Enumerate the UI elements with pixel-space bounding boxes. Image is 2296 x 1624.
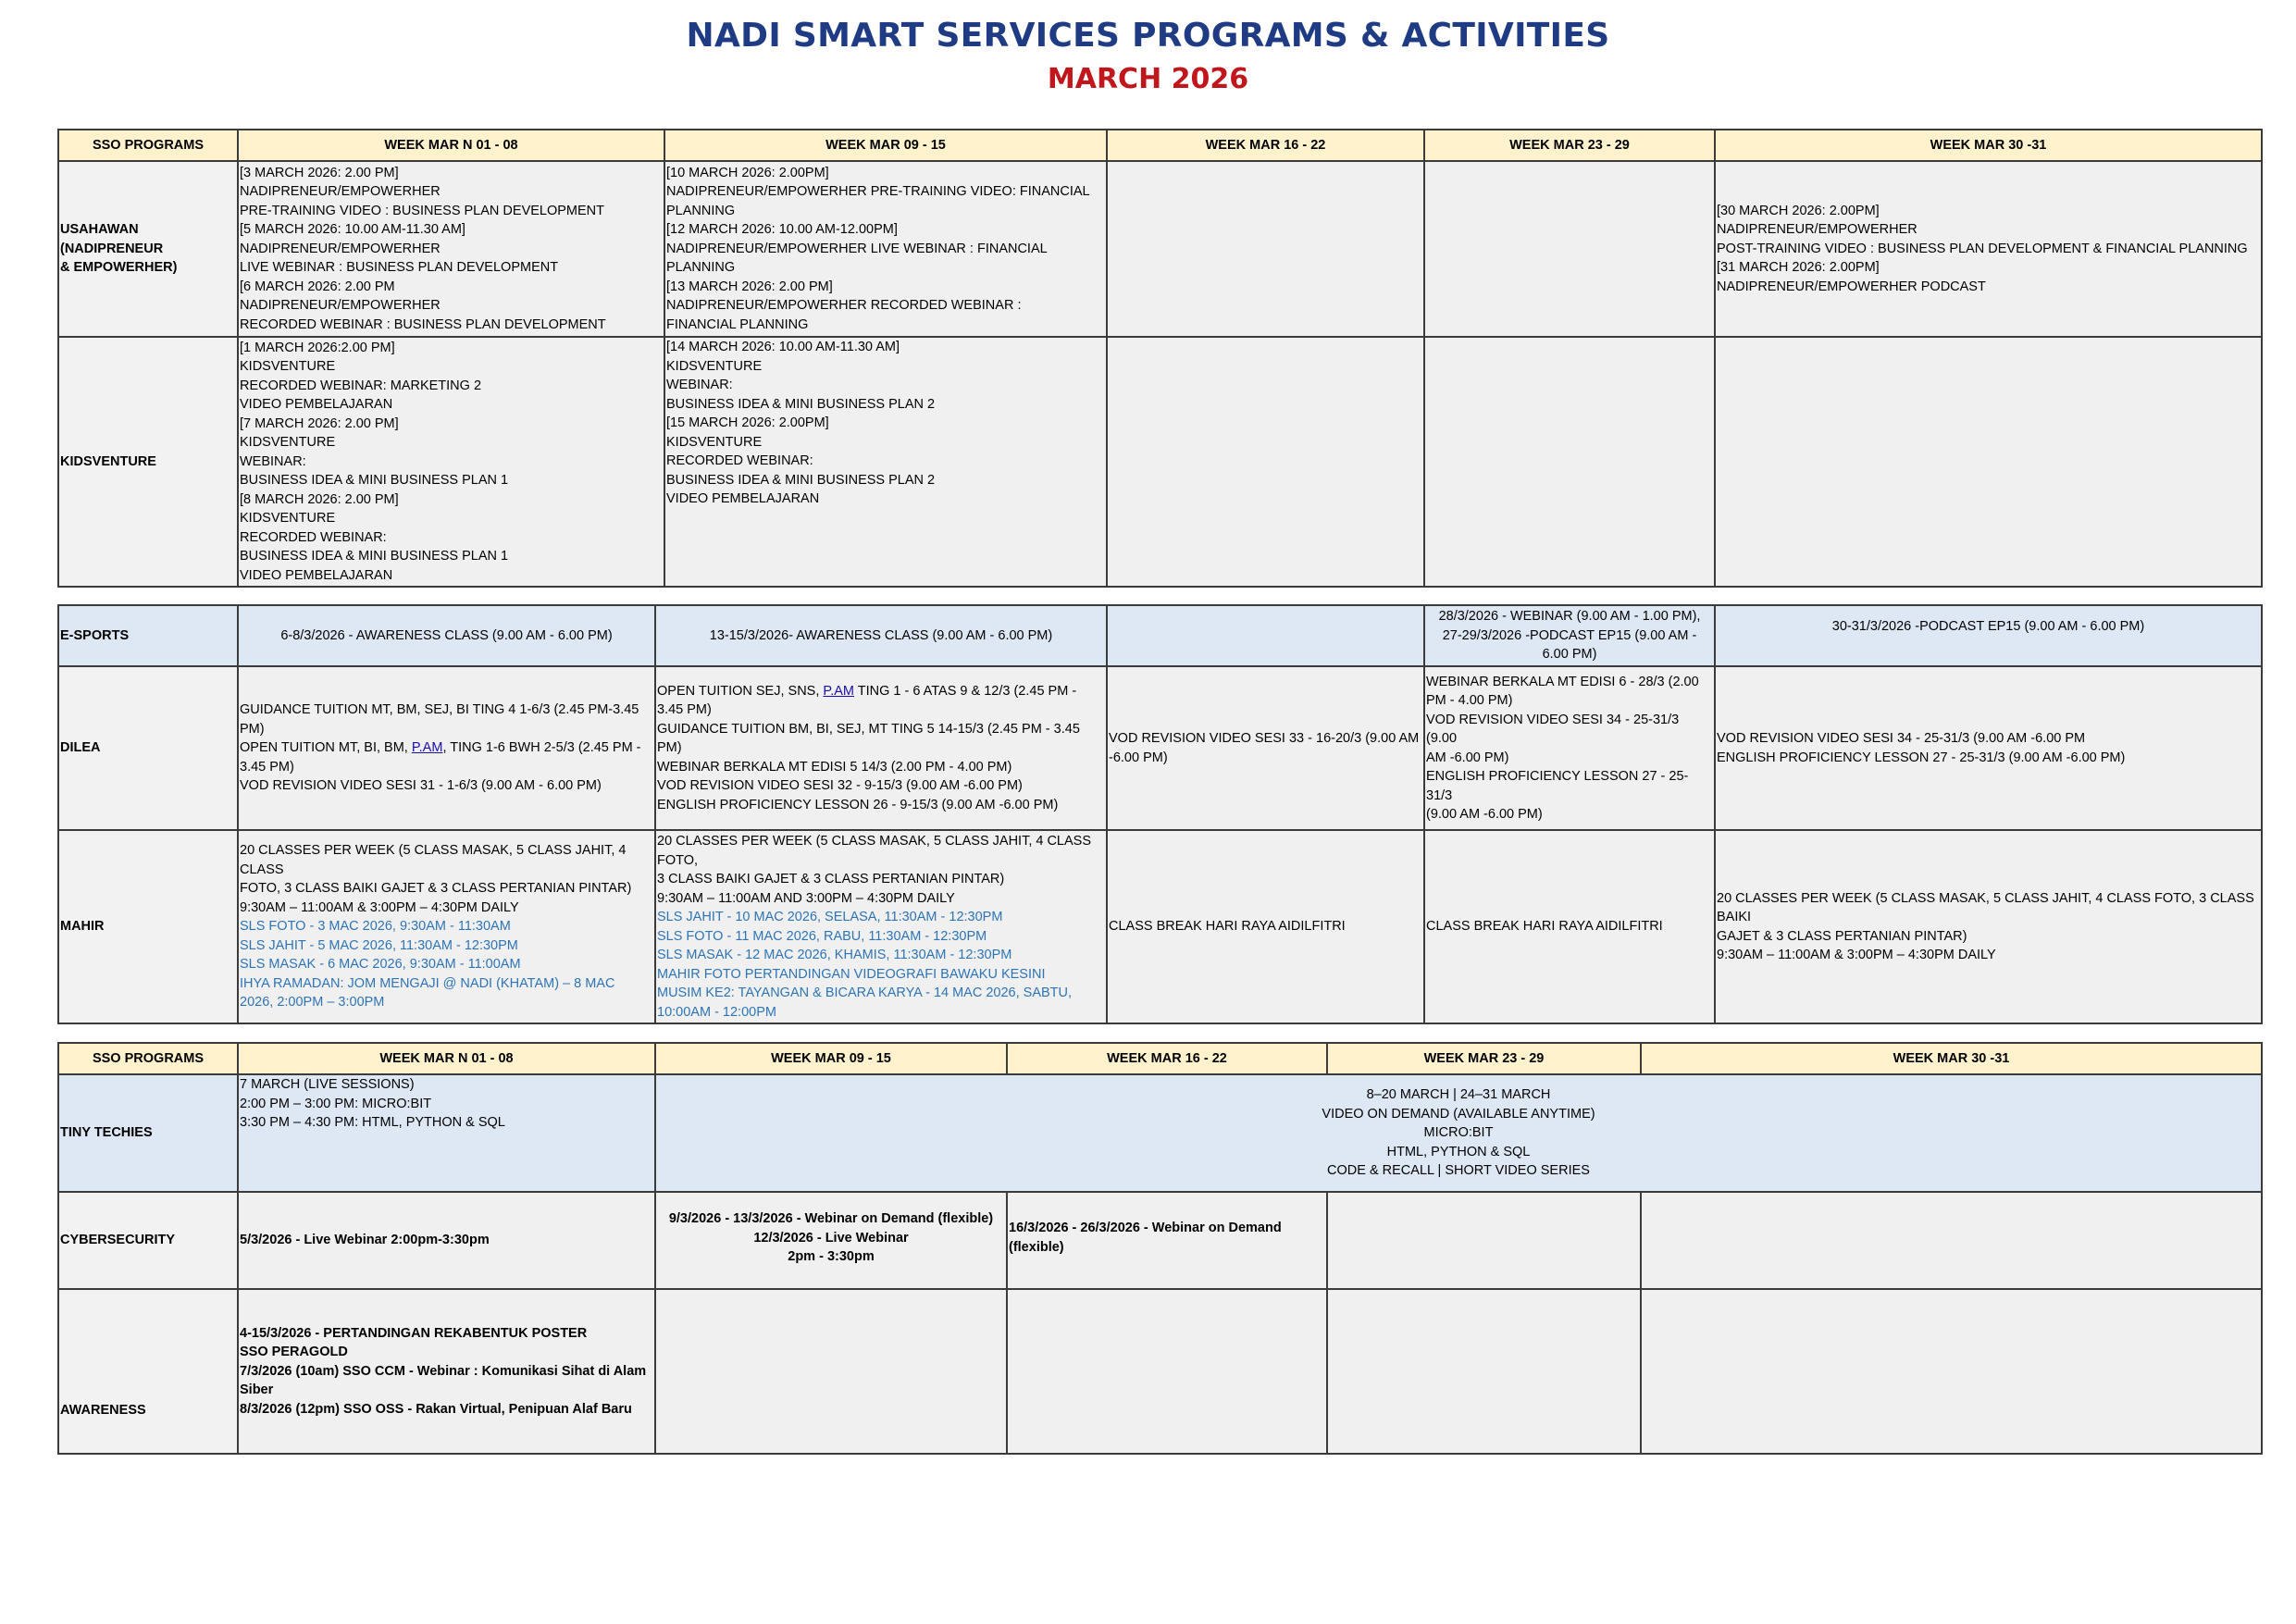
cell-kidsventure-week-1: [1 MARCH 2026:2.00 PM] KIDSVENTURE RECORDED WEBINAR: MARKETING 2 VIDEO PEMBELAJARAN [7 MARCH 2026: 2.00 PM] KIDSVENTURE WEBINAR: BUSINESS IDEA & MINI BUSINESS PLAN 1 [8 MARCH 2026: 2.00 PM] KIDSVENTURE RECORDED WEBINAR: BUSINESS IDEA & MINI BUSINESS PLAN 1 VIDEO PEMBELAJARAN [238,337,664,587]
header-week-5: WEEK MAR 30 -31 [1715,130,2262,161]
cell-mahir-week-3: CLASS BREAK HARI RAYA AIDILFITRI [1107,830,1424,1023]
cell-awareness-week-1: 4-15/3/2026 - PERTANDINGAN REKABENTUK POSTER SSO PERAGOLD 7/3/2026 (10am) SSO CCM - Webinar : Komunikasi Sihat di Alam Siber 8/3/2026 (12pm) SSO OSS - Rakan Virtual, Penipuan Alaf Baru [238,1289,655,1454]
cell-dilea-week-1: GUIDANCE TUITION MT, BM, SEJ, BI TING 4 1-6/3 (2.45 PM-3.45 PM) OPEN TUITION MT, BI, BM, P.AM, TING 1-6 BWH 2-5/3 (2.45 PM - 3.45 PM) VOD REVISION VIDEO SESI 31 - 1-6/3 (9.00 AM - 6.00 PM) [238,666,655,830]
row-awareness [58,1289,2262,1454]
header-week-1: WEEK MAR N 01 - 08 [238,130,664,161]
cell-tiny-techies-week-1: 7 MARCH (LIVE SESSIONS) 2:00 PM – 3:00 PM: MICRO:BIT 3:30 PM – 4:30 PM: HTML, PYTHON & SQL [238,1074,655,1192]
program-label-usahawan: USAHAWAN (NADIPRENEUR & EMPOWERHER) [58,161,238,337]
row-dilea [58,666,2262,830]
cell-dilea-week-2: OPEN TUITION SEJ, SNS, P.AM TING 1 - 6 ATAS 9 & 12/3 (2.45 PM - 3.45 PM) GUIDANCE TUITION BM, BI, SEJ, MT TING 5 14-15/3 (2.45 PM - 3.45 PM) WEBINAR BERKALA MT EDISI 5 14/3 (2.00 PM - 4.00 PM) VOD REVISION VIDEO SESI 32 - 9-15/3 (9.00 AM -6.00 PM) ENGLISH PROFICIENCY LESSON 26 - 9-15/3 (9.00 AM -6.00 PM) [655,666,1107,830]
cell-awareness-week-3 [1007,1289,1327,1454]
header-week-3: WEEK MAR 16 - 22 [1007,1043,1327,1074]
cell-usahawan-week-3 [1107,161,1424,337]
cell-mahir-week-5: 20 CLASSES PER WEEK (5 CLASS MASAK, 5 CLASS JAHIT, 4 CLASS FOTO, 3 CLASS BAIKI GAJET & 3 CLASS PERTANIAN PINTAR) 9:30AM – 11:00AM & 3:00PM – 4:30PM DAILY [1715,830,2262,1023]
header-week-5: WEEK MAR 30 -31 [1641,1043,2262,1074]
cell-cyber-week-4 [1327,1192,1641,1289]
pam-link[interactable]: P.AM [411,740,443,756]
header-programs: SSO PROGRAMS [58,1043,238,1074]
cell-dilea-week-3: VOD REVISION VIDEO SESI 33 - 16-20/3 (9.00 AM -6.00 PM) [1107,666,1424,830]
cell-awareness-week-5 [1641,1289,2262,1454]
cell-mahir-week-1: 20 CLASSES PER WEEK (5 CLASS MASAK, 5 CLASS JAHIT, 4 CLASS FOTO, 3 CLASS BAIKI GAJET & 3 CLASS PERTANIAN PINTAR) 9:30AM – 11:00AM & 3:00PM – 4:30PM DAILY SLS FOTO - 3 MAC 2026, 9:30AM - 11:30AM SLS JAHIT - 5 MAC 2026, 11:30AM - 12:30PM SLS MASAK - 6 MAC 2026, 9:30AM - 11:00AM IHYA RAMADAN: JOM MENGAJI @ NADI (KHATAM) – 8 MAC 2026, 2:00PM – 3:00PM [238,830,655,1023]
cell-mahir-week-4: CLASS BREAK HARI RAYA AIDILFITRI [1424,830,1715,1023]
page-title: NADI SMART SERVICES PROGRAMS & ACTIVITIES [686,17,1610,55]
cell-cyber-week-1: 5/3/2026 - Live Webinar 2:00pm-3:30pm [238,1192,655,1289]
row-cybersecurity [58,1192,2262,1289]
header-week-3: WEEK MAR 16 - 22 [1107,130,1424,161]
cell-dilea-week-4: WEBINAR BERKALA MT EDISI 6 - 28/3 (2.00 PM - 4.00 PM) VOD REVISION VIDEO SESI 34 - 25-31/3 (9.00 AM -6.00 PM) ENGLISH PROFICIENCY LESSON 27 - 25-31/3 (9.00 AM -6.00 PM) [1424,666,1715,830]
page-subtitle: MARCH 2026 [1047,63,1249,95]
header-programs: SSO PROGRAMS [58,130,238,161]
row-usahawan [58,161,2262,337]
row-kidsventure [58,337,2262,587]
cell-usahawan-week-2: [10 MARCH 2026: 2.00PM] NADIPRENEUR/EMPOWERHER PRE-TRAINING VIDEO: FINANCIAL PLANNING [12 MARCH 2026: 10.00 AM-12.00PM] NADIPRENEUR/EMPOWERHER LIVE WEBINAR : FINANCIAL PLANNING [13 MARCH 2026: 2.00 PM] NADIPRENEUR/EMPOWERHER RECORDED WEBINAR : FINANCIAL PLANNING [664,161,1107,337]
cell-kidsventure-week-2: [14 MARCH 2026: 10.00 AM-11.30 AM] KIDSVENTURE WEBINAR: BUSINESS IDEA & MINI BUSINESS PLAN 2 [15 MARCH 2026: 2.00PM] KIDSVENTURE RECORDED WEBINAR: BUSINESS IDEA & MINI BUSINESS PLAN 2 VIDEO PEMBELAJARAN [664,337,1107,587]
program-label-dilea: DILEA [58,666,238,830]
row-tiny-techies [58,1074,2262,1192]
cell-cyber-week-3: 16/3/2026 - 26/3/2026 - Webinar on Demand (flexible) [1007,1192,1327,1289]
header-week-2: WEEK MAR 09 - 15 [664,130,1107,161]
schedule-table-2 [57,604,2263,1024]
cell-usahawan-week-1: [3 MARCH 2026: 2.00 PM] NADIPRENEUR/EMPOWERHER PRE-TRAINING VIDEO : BUSINESS PLAN DEVELOPMENT [5 MARCH 2026: 10.00 AM-11.30 AM] NADIPRENEUR/EMPOWERHER LIVE WEBINAR : BUSINESS PLAN DEVELOPMENT [6 MARCH 2026: 2.00 PM NADIPRENEUR/EMPOWERHER RECORDED WEBINAR : BUSINESS PLAN DEVELOPMENT [238,161,664,337]
row-esports [58,605,2262,666]
program-label-esports: E-SPORTS [58,605,238,666]
program-label-tiny-techies: TINY TECHIES [58,1074,238,1192]
cell-esports-week-3 [1107,605,1424,666]
schedule-table-1 [57,129,2263,588]
program-label-mahir: MAHIR [58,830,238,1023]
cell-kidsventure-week-4 [1424,337,1715,587]
schedule-table-3 [57,1042,2263,1455]
cell-esports-week-2: 13-15/3/2026- AWARENESS CLASS (9.00 AM - 6.00 PM) [655,605,1107,666]
cell-cyber-week-2: 9/3/2026 - 13/3/2026 - Webinar on Demand (flexible) 12/3/2026 - Live Webinar 2pm - 3:30pm [655,1192,1007,1289]
table-header-row [58,1043,2262,1074]
cell-usahawan-week-5: [30 MARCH 2026: 2.00PM] NADIPRENEUR/EMPOWERHER POST-TRAINING VIDEO : BUSINESS PLAN DEVELOPMENT & FINANCIAL PLANNING [31 MARCH 2026: 2.00PM] NADIPRENEUR/EMPOWERHER PODCAST [1715,161,2262,337]
header-week-2: WEEK MAR 09 - 15 [655,1043,1007,1074]
pam-link[interactable]: P.AM [823,683,854,699]
cell-dilea-week-5: VOD REVISION VIDEO SESI 34 - 25-31/3 (9.00 AM -6.00 PM ENGLISH PROFICIENCY LESSON 27 - 25-31/3 (9.00 AM -6.00 PM) [1715,666,2262,830]
cell-usahawan-week-4 [1424,161,1715,337]
row-mahir [58,830,2262,1023]
header-week-4: WEEK MAR 23 - 29 [1327,1043,1641,1074]
table-header-row [58,130,2262,161]
cell-esports-week-4: 28/3/2026 - WEBINAR (9.00 AM - 1.00 PM), 27-29/3/2026 -PODCAST EP15 (9.00 AM - 6.00 PM) [1424,605,1715,666]
program-label-kidsventure: KIDSVENTURE [58,337,238,587]
cell-esports-week-5: 30-31/3/2026 -PODCAST EP15 (9.00 AM - 6.00 PM) [1715,605,2262,666]
header-week-4: WEEK MAR 23 - 29 [1424,130,1715,161]
program-label-cybersecurity: CYBERSECURITY [58,1192,238,1289]
program-label-awareness: AWARENESS [58,1289,238,1454]
cell-awareness-week-4 [1327,1289,1641,1454]
cell-cyber-week-5 [1641,1192,2262,1289]
cell-kidsventure-week-5 [1715,337,2262,587]
cell-mahir-week-2: 20 CLASSES PER WEEK (5 CLASS MASAK, 5 CLASS JAHIT, 4 CLASS FOTO, 3 CLASS BAIKI GAJET & 3 CLASS PERTANIAN PINTAR) 9:30AM – 11:00AM AND 3:00PM – 4:30PM DAILY SLS JAHIT - 10 MAC 2026, SELASA, 11:30AM - 12:30PM SLS FOTO - 11 MAC 2026, RABU, 11:30AM - 12:30PM SLS MASAK - 12 MAC 2026, KHAMIS, 11:30AM - 12:30PM MAHIR FOTO PERTANDINGAN VIDEOGRAFI BAWAKU KESINI MUSIM KE2: TAYANGAN & BICARA KARYA - 14 MAC 2026, SABTU, 10:00AM - 12:00PM [655,830,1107,1023]
cell-awareness-week-2 [655,1289,1007,1454]
cell-esports-week-1: 6-8/3/2026 - AWARENESS CLASS (9.00 AM - 6.00 PM) [238,605,655,666]
header-week-1: WEEK MAR N 01 - 08 [238,1043,655,1074]
cell-tiny-techies-video-on-demand: 8–20 MARCH | 24–31 MARCH VIDEO ON DEMAND (AVAILABLE ANYTIME) MICRO:BIT HTML, PYTHON & SQL CODE & RECALL | SHORT VIDEO SERIES [655,1074,2262,1192]
cell-kidsventure-week-3 [1107,337,1424,587]
